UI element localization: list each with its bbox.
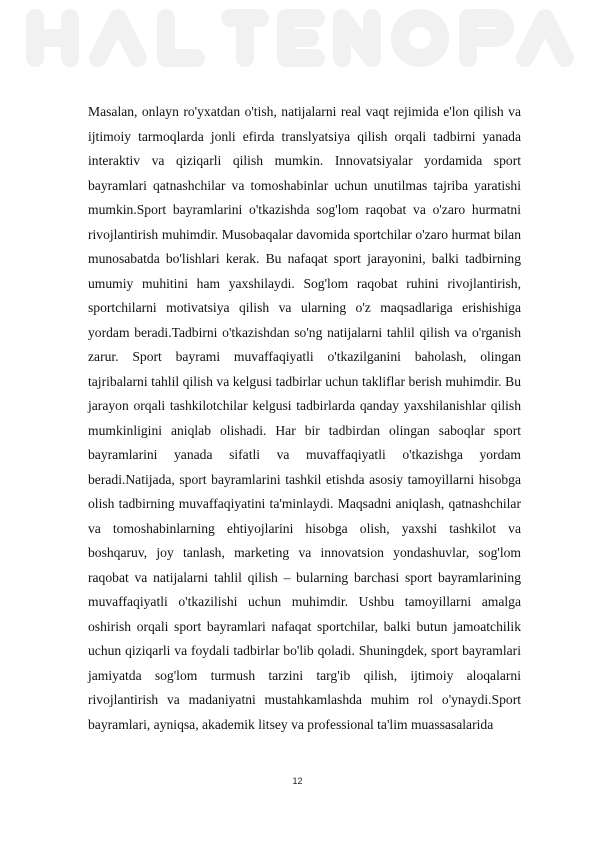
page-number: 12 (292, 776, 303, 786)
body-paragraph: Masalan, onlayn ro'yxatdan o'tish, natijalarni real vaqt rejimida e'lon qilish va ijtimoiy tarmoqlarda jonli efirda translyatsiya qilish orqali tadbirni yanada interaktiv va qiziqarli qilish mumkin. Innovatsiyalar yordamida sport bayramlari qatnashchilar va tomoshabinlar uchun unutilmas tajriba yaratishi mumkin.Sport bayramlarini o'tkazishda sog'lom raqobat va o'zaro hurmatni rivojlantirish muhimdir. Musobaqalar davomida sportchilar o'zaro hurmat bilan munosabatda bo'lishlari kerak. Bu nafaqat sport jarayonini, balki tadbirning umumiy muhitini ham yaxshilaydi. Sog'lom raqobat ruhini rivojlantirish, sportchilarni motivatsiya qilish va ularning o'z maqsadlariga erishishiga yordam beradi.Tadbirni o'tkazishdan so'ng natijalarni tahlil qilish va o'rganish zarur. Sport bayrami muvaffaqiyatli o'tkazilganini baholash, olingan tajribalarni tahlil qilish va kelgusi tadbirlar uchun takliflar berish muhimdir. Bu jarayon orqali tashkilotchilar kelgusi tadbirlarda qanday yaxshilanishlar qilish mumkinligini aniqlab olishadi. Har bir tadbirdan olingan saboqlar sport bayramlarini yanada sifatli va muvaffaqiyatli o'tkazishga yordam beradi.Natijada, sport bayramlarini tashkil etishda asosiy tamoyillarni hisobga olish tadbirning muvaffaqiyatini ta'minlaydi. Maqsadni aniqlash, qatnashchilar va tomoshabinlarning ehtiyojlarini hisobga olish, yaxshi tashkilot va boshqaruv, joy tanlash, marketing va innovatsion yondashuvlar, sog'lom raqobat va natijalarni tahlil qilish – bularning barchasi sport bayramlarining muvaffaqiyatli o'tkazilishi uchun muhimdir. Ushbu tamoyillarni amalga oshirish orqali sport bayramlari nafaqat sportchilar, balki butun jamoatchilik uchun qiziqarli va foydali tadbirlar bo'lib qoladi. Shuningdek, sport bayramlari jamiyatda sog'lom turmush tarzini targ'ib qilish, ijtimoiy aloqalarni rivojlantirish va madaniyatni mustahkamlashda muhim rol o'ynaydi.Sport bayramlari, ayniqsa, akademik litsey va professional ta'lim muassasalarida (88, 104, 521, 732)
